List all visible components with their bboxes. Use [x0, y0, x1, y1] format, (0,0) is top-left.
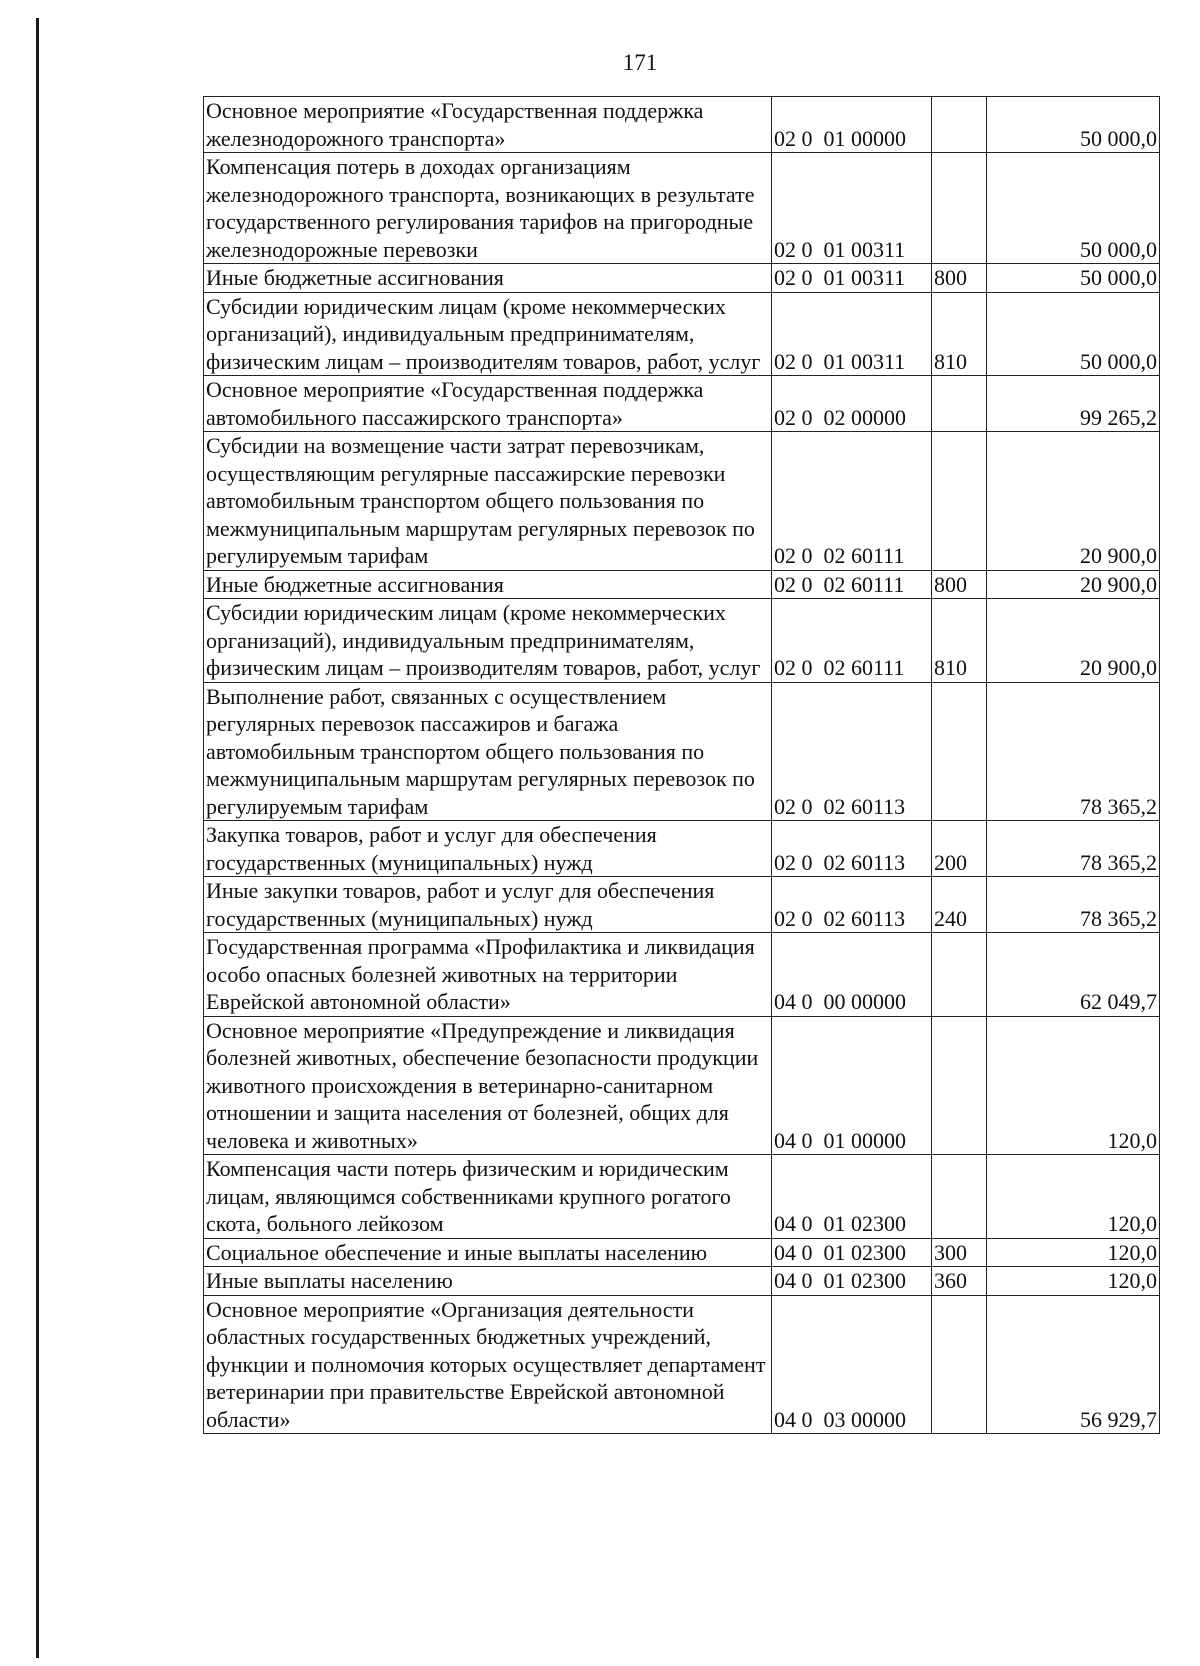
- row-expense-type-cell: [932, 1155, 987, 1239]
- row-code-cell: 04 0 00 00000: [772, 933, 932, 1017]
- row-sum-cell: 62 049,7: [987, 933, 1160, 1017]
- table-row: [204, 292, 1160, 376]
- table-row: [204, 1295, 1160, 1434]
- row-sum-cell: 50 000,0: [987, 264, 1160, 293]
- row-name-cell: Государственная программа «Профилактика и ликвидация особо опасных болезней животных на территории Еврейской автономной области»: [204, 933, 772, 1017]
- row-name-cell: Основное мероприятие «Предупреждение и ликвидация болезней животных, обеспечение безопасности продукции животного происхождения в ветеринарно-санитарном отношении и защита населения от болезней, общих для человека и животных»: [204, 1016, 772, 1155]
- row-expense-type-cell: [932, 1016, 987, 1155]
- row-expense-type-cell: 800: [932, 264, 987, 293]
- row-name-cell: Субсидии на возмещение части затрат перевозчикам, осуществляющим регулярные пассажирские перевозки автомобильным транспортом общего пользования по межмуниципальным маршрутам регулярных перевозок по регулируемым тарифам: [204, 432, 772, 571]
- row-code-cell: 04 0 01 02300: [772, 1155, 932, 1239]
- row-name-cell: Субсидии юридическим лицам (кроме некоммерческих организаций), индивидуальным предпринимателям, физическим лицам – производителям товаров, работ, услуг: [204, 599, 772, 683]
- budget-table-body: [204, 97, 1160, 1434]
- row-sum-cell: 20 900,0: [987, 432, 1160, 571]
- row-code-cell: 02 0 01 00311: [772, 264, 932, 293]
- row-name-cell: Социальное обеспечение и иные выплаты населению: [204, 1238, 772, 1267]
- table-row: [204, 1267, 1160, 1296]
- row-sum-cell: 50 000,0: [987, 97, 1160, 153]
- page-number: 171: [622, 50, 658, 75]
- row-expense-type-cell: 360: [932, 1267, 987, 1296]
- row-name-cell: Иные выплаты населению: [204, 1267, 772, 1296]
- table-row: [204, 821, 1160, 877]
- row-name-cell: Закупка товаров, работ и услуг для обеспечения государственных (муниципальных) нужд: [204, 821, 772, 877]
- row-expense-type-cell: 200: [932, 821, 987, 877]
- row-sum-cell: 78 365,2: [987, 682, 1160, 821]
- row-expense-type-cell: 810: [932, 599, 987, 683]
- row-sum-cell: 120,0: [987, 1238, 1160, 1267]
- table-row: [204, 570, 1160, 599]
- row-code-cell: 02 0 02 60113: [772, 682, 932, 821]
- row-sum-cell: 56 929,7: [987, 1295, 1160, 1434]
- row-code-cell: 02 0 02 60113: [772, 877, 932, 933]
- row-code-cell: 02 0 02 00000: [772, 376, 932, 432]
- row-name-cell: Субсидии юридическим лицам (кроме некоммерческих организаций), индивидуальным предпринимателям, физическим лицам – производителям товаров, работ, услуг: [204, 292, 772, 376]
- table-row: [204, 97, 1160, 153]
- row-sum-cell: 99 265,2: [987, 376, 1160, 432]
- row-code-cell: 04 0 01 02300: [772, 1238, 932, 1267]
- scan-edge-line: [36, 18, 39, 1658]
- row-sum-cell: 120,0: [987, 1155, 1160, 1239]
- row-sum-cell: 78 365,2: [987, 877, 1160, 933]
- row-sum-cell: 120,0: [987, 1016, 1160, 1155]
- row-sum-cell: 20 900,0: [987, 570, 1160, 599]
- table-row: [204, 1155, 1160, 1239]
- row-sum-cell: 78 365,2: [987, 821, 1160, 877]
- row-code-cell: 02 0 02 60113: [772, 821, 932, 877]
- row-sum-cell: 50 000,0: [987, 153, 1160, 264]
- row-expense-type-cell: 300: [932, 1238, 987, 1267]
- row-code-cell: 02 0 02 60111: [772, 599, 932, 683]
- table-row: [204, 1238, 1160, 1267]
- row-sum-cell: 50 000,0: [987, 292, 1160, 376]
- row-expense-type-cell: [932, 933, 987, 1017]
- table-row: [204, 432, 1160, 571]
- table-row: [204, 264, 1160, 293]
- row-expense-type-cell: 240: [932, 877, 987, 933]
- row-expense-type-cell: [932, 153, 987, 264]
- table-row: [204, 599, 1160, 683]
- row-expense-type-cell: [932, 432, 987, 571]
- row-name-cell: Компенсация части потерь физическим и юридическим лицам, являющимся собственниками крупного рогатого скота, больного лейкозом: [204, 1155, 772, 1239]
- row-name-cell: Основное мероприятие «Государственная поддержка железнодорожного транспорта»: [204, 97, 772, 153]
- row-code-cell: 04 0 01 00000: [772, 1016, 932, 1155]
- row-name-cell: Компенсация потерь в доходах организациям железнодорожного транспорта, возникающих в результате государственного регулирования тарифов на пригородные железнодорожные перевозки: [204, 153, 772, 264]
- row-code-cell: 02 0 02 60111: [772, 432, 932, 571]
- row-expense-type-cell: [932, 1295, 987, 1434]
- row-code-cell: 04 0 01 02300: [772, 1267, 932, 1296]
- table-row: [204, 153, 1160, 264]
- budget-table: [203, 96, 1160, 1434]
- table-row: [204, 376, 1160, 432]
- row-expense-type-cell: 810: [932, 292, 987, 376]
- table-row: [204, 1016, 1160, 1155]
- row-code-cell: 02 0 01 00000: [772, 97, 932, 153]
- row-code-cell: 02 0 01 00311: [772, 153, 932, 264]
- row-expense-type-cell: [932, 682, 987, 821]
- row-sum-cell: 120,0: [987, 1267, 1160, 1296]
- row-code-cell: 02 0 01 00311: [772, 292, 932, 376]
- row-name-cell: Иные бюджетные ассигнования: [204, 264, 772, 293]
- row-expense-type-cell: 800: [932, 570, 987, 599]
- row-name-cell: Иные бюджетные ассигнования: [204, 570, 772, 599]
- table-row: [204, 933, 1160, 1017]
- table-row: [204, 682, 1160, 821]
- row-sum-cell: 20 900,0: [987, 599, 1160, 683]
- row-name-cell: Иные закупки товаров, работ и услуг для обеспечения государственных (муниципальных) нужд: [204, 877, 772, 933]
- row-name-cell: Выполнение работ, связанных с осуществлением регулярных перевозок пассажиров и багажа автомобильным транспортом общего пользования по межмуниципальным маршрутам регулярных перевозок по регулируемым тарифам: [204, 682, 772, 821]
- row-name-cell: Основное мероприятие «Организация деятельности областных государственных бюджетных учреждений, функции и полномочия которых осуществляет департамент ветеринарии при правительстве Еврейской автономной области»: [204, 1295, 772, 1434]
- table-row: [204, 877, 1160, 933]
- row-code-cell: 04 0 03 00000: [772, 1295, 932, 1434]
- row-name-cell: Основное мероприятие «Государственная поддержка автомобильного пассажирского транспорта»: [204, 376, 772, 432]
- row-expense-type-cell: [932, 97, 987, 153]
- row-expense-type-cell: [932, 376, 987, 432]
- row-code-cell: 02 0 02 60111: [772, 570, 932, 599]
